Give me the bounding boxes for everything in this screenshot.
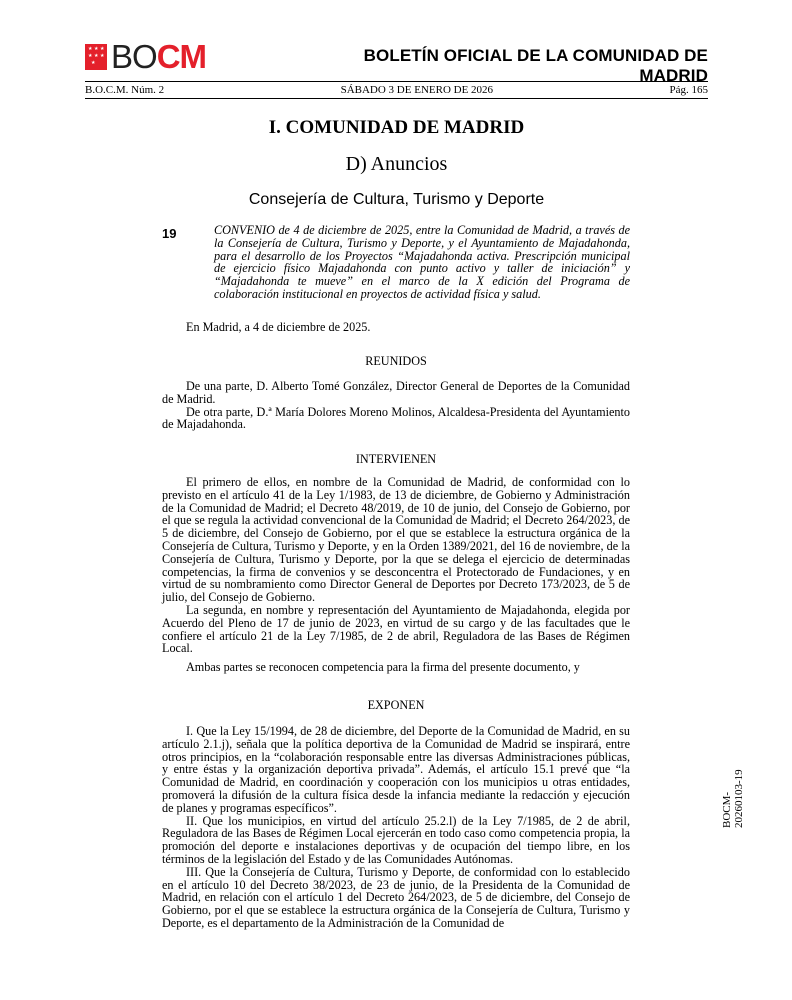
- section-level1: I. COMUNIDAD DE MADRID: [268, 117, 525, 138]
- announcement-number: 19: [162, 226, 177, 241]
- paragraph: De una parte, D. Alberto Tomé González, Director General de Deportes de la Comunidad de Madrid.: [162, 379, 630, 406]
- masthead-title: BOLETÍN OFICIAL DE LA COMUNIDAD DE MADRID: [363, 46, 708, 85]
- place-date: [162, 321, 630, 334]
- paragraph: Ambas partes se reconocen competencia para la firma del presente documento, y: [186, 660, 580, 675]
- page-number: Pág. 165: [669, 84, 708, 96]
- issue-number: B.O.C.M. Núm. 2: [85, 84, 165, 96]
- place-date-text: En Madrid, a 4 de diciembre de 2025.: [186, 320, 371, 334]
- paragraph: El primero de ellos, en nombre de la Comunidad de Madrid, de conformidad con lo previsto en el artículo 41 de la Ley 1/1983, de 13 de diciembre, de Gobierno y Administración de la Comunidad de Madrid; el Decreto 48/2019, de 10 de junio, del Consejo de Gobierno, por el que se regula la actividad convencional de la Comunidad de Madrid; el Decreto 264/2023, de 5 de diciembre, del Consejo de Gobierno, por el que se establece la estructura orgánica de la Consejería de Cultura, Turismo y Deporte, y en la Orden 1389/2021, del 16 de noviembre, de la Consejería de Cultura, Turismo y Deporte, por la que se delega el ejercicio de determinadas competencias, la firma de convenios y se desconcentra el Protectorado de Fundaciones, y en virtud de su nombramiento como Director General de Deportes por Decreto 173/2023, de 5 de julio, del Consejo de Gobierno.: [162, 475, 630, 605]
- paragraph: La segunda, en nombre y representación del Ayuntamiento de Majadahonda, elegida por Acuerdo del Pleno de 17 de junio de 2023, en virtud de su cargo y de las facultades que le confiere el artículo 21 de la Ley 7/1985, de 2 de abril, Reguladora de las Bases de Régimen Local.: [162, 602, 630, 656]
- madrid-flag-icon: ★ ★ ★ ★ ★ ★ ★: [85, 44, 107, 70]
- paragraph: De otra parte, D.ª María Dolores Moreno Molinos, Alcaldesa-Presidenta del Ayuntamiento de Majadahonda.: [162, 404, 630, 432]
- header-rule-top: [85, 81, 708, 82]
- intervienen-heading: INTERVIENEN: [355, 452, 437, 466]
- reunidos-heading: REUNIDOS: [365, 354, 427, 368]
- side-code: BOCM-20260103-19: [721, 769, 745, 828]
- announcement-title: CONVENIO de 4 de diciembre de 2025, entre la Comunidad de Madrid, a través de la Consejería de Cultura, Turismo y Deporte, y el Ayuntamiento de Majadahonda, para el desarrollo de los Proyectos “Majadahonda activa. Prescripción municipal de ejercicio físico Majadahonda con punto activo y taller de iniciación” y “Majadahonda te mueve” en el marco de la X edición del Programa de colaboración institucional en proyectos de actividad física y salud.: [214, 223, 630, 301]
- intervienen-body: [162, 476, 630, 674]
- issue-header: [85, 84, 708, 96]
- header-rule-bottom: [85, 98, 708, 99]
- section-level2: D) Anuncios: [345, 153, 448, 175]
- paragraph: II. Que los municipios, en virtud del artículo 25.2.l) de la Ley 7/1985, de 2 de abril, Reguladora de las Bases de Régimen Local ejercerán en todo caso como competencia propia, la promoción del deporte e instalaciones deportivas y de ocupación del tiempo libre, en los términos de la legislación del Estado y de las Comunidades Autónomas.: [162, 813, 630, 866]
- logo-text: BOCM: [111, 38, 207, 75]
- reunidos-body: [162, 380, 630, 431]
- exponen-body: [162, 725, 630, 930]
- exponen-heading: EXPONEN: [367, 698, 425, 712]
- department-title: Consejería de Cultura, Turismo y Deporte: [248, 191, 545, 208]
- paragraph: III. Que la Consejería de Cultura, Turismo y Deporte, de conformidad con lo establecido en el artículo 10 del Decreto 38/2023, de 23 de junio, de la Presidenta de la Comunidad de Madrid, en relación con el artículo 1 del Decreto 264/2023, de 5 de diciembre, del Consejo de Gobierno, por el que se establece la estructura orgánica de la Consejería de Cultura, Turismo y Deporte, es el departamento de la Administración de la Comunidad de: [162, 864, 630, 930]
- bocm-logo: [85, 38, 207, 75]
- issue-date: SÁBADO 3 DE ENERO DE 2026: [340, 84, 494, 96]
- paragraph: I. Que la Ley 15/1994, de 28 de diciembre, del Deporte de la Comunidad de Madrid, en su artículo 2.1.j), señala que la política deportiva de la Comunidad de Madrid se inspirará, entre otros principios, en la “colaboración responsable entre las diversas Administraciones públicas, y entre éstas y la organización deportiva privada”. Además, el artículo 15.1 prevé que “la Comunidad de Madrid, en coordinación y cooperación con los municipios u otras entidades, promoverá la difusión de la cultura física desde la infancia mediante la redacción y ejecución de planes y programas específicos”.: [162, 724, 630, 815]
